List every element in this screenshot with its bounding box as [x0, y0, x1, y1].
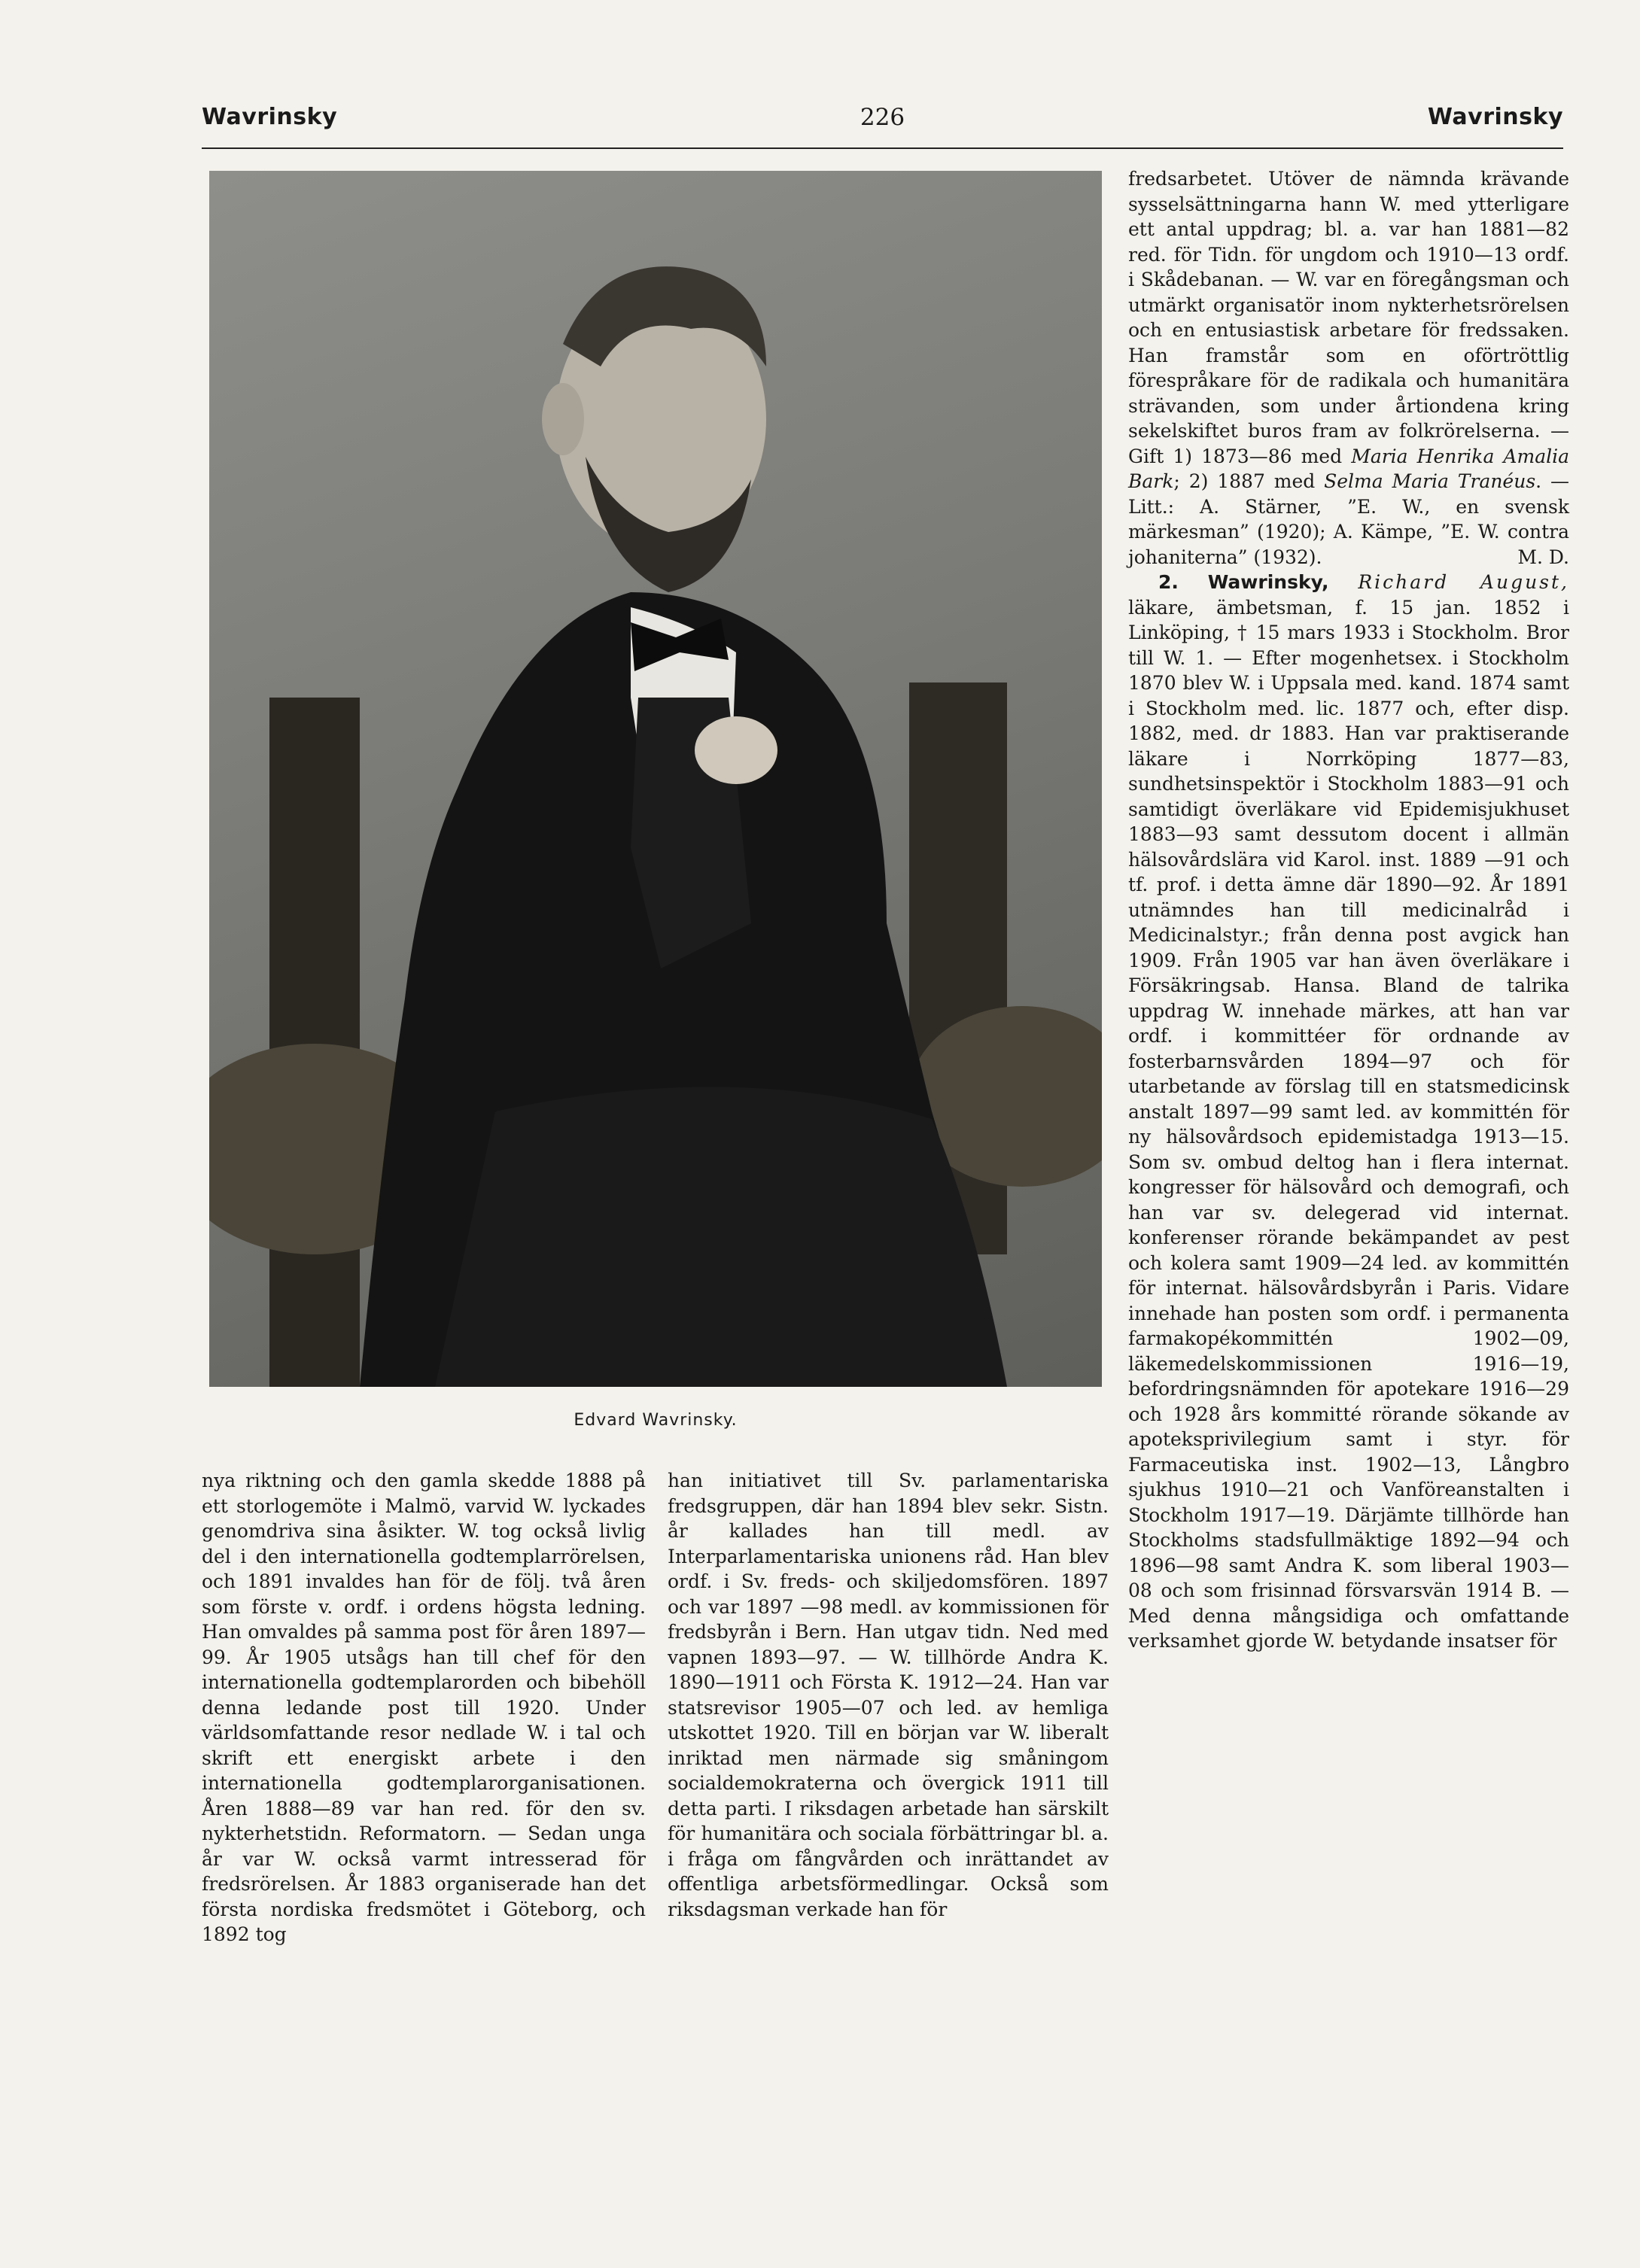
paragraph: han initiativet till Sv. parlamentariska fredsgruppen, där han 1894 blev sekr. Sistn. år kallades han till medl. av Interparlamentariska unionens råd. Han blev ordf. i Sv. freds- och skiljedomsfören. 1897 och var 1897 —98 medl. av kommissionen för fredsbyrån i Bern. Han utgav tidn. Ned med vapnen 1893—97. — W. tillhörde Andra K. 1890—1911 och Första K. 1912—24. Han var statsrevisor 1905—07 och led. av hemliga utskottet 1920. Till en början var W. liberalt inriktad men närmade sig småningom socialdemokraterna och övergick 1911 till detta parti. I riksdagen arbetade han särskilt för humanitära och sociala förbättringar bl. a. i fråga om fångvården och inrättandet av offentliga arbetsförmedlingar. Också som riksdagsman verkade han för [668, 1470, 1109, 1920]
paragraph-entry2 [1128, 570, 1569, 1654]
entry1-text-2: ; 2) 1887 med [1173, 470, 1316, 492]
page-header [202, 104, 1563, 141]
entry2-text: läkare, ämbetsman, f. 15 jan. 1852 i Linköping, † 15 mars 1933 i Stockholm. Bror till W. 1. — Efter mogenhetsex. i Stockholm 1870 blev W. i Uppsala med. kand. 1874 samt i Stockholm med. lic. 1877 och, efter disp. 1882, med. dr 1883. Han var praktiserande läkare i Norrköping 1877—83, sundhetsinspektör i Stockholm 1883—91 och samtidigt överläkare vid Epidemisjukhuset 1883—93 samt dessutom docent i allmän hälsovårdslära vid Karol. inst. 1889 —91 och tf. prof. i detta ämne där 1890—92. År 1891 utnämndes han till medicinalråd i Medicinalstyr.; från denna post avgick han 1909. Från 1905 var han även överläkare i Försäkringsab. Hansa. Bland de talrika uppdrag W. innehade märkes, att han var ordf. i kommittéer för ordnande av fosterbarnsvården 1894—97 och för utarbetande av förslag till en statsmedicinsk anstalt 1897—99 samt led. av kommittén för ny hälsovårdsoch epidemistadga 1913—15. Som sv. ombud deltog han i flera internat. kongresser för hälsovård och demografi, och han var sv. delegerad vid internat. konferenser rörande bekämpandet av pest och kolera samt 1909—24 led. av kommittén för internat. hälsovårdsbyrån i Paris. Vidare innehade han posten som ordf. i permanenta farmakopékommittén 1902—09, läkemedelskommissionen 1916—19, befordringsnämnden för apotekare 1916—29 och 1928 års kommitté rörande sökande av apoteksprivilegium samt i styr. för Farmaceutiska inst. 1902—13, Långbro sjukhus 1910—21 och Vanföreanstalten i Stockholm 1917—19. Därjämte tillhörde han Stockholms stadsfullmäktige 1892—94 och 1896—98 samt Andra K. som liberal 1903—08 och som frisinnad försvarsvän 1914 B. — Med denna mångsidiga och omfattande verksamhet gjorde W. betydande insatser för [1128, 596, 1569, 1652]
figure-caption: Edvard Wavrinsky. [574, 1411, 738, 1430]
text-column-left [202, 1468, 646, 1947]
entry2-given-names: Richard August, [1358, 571, 1570, 593]
entry2-surname: Wawrinsky, [1207, 571, 1329, 593]
ear [542, 383, 584, 455]
trousers [435, 1087, 1007, 1387]
text-column-right [1128, 166, 1569, 1654]
hand [695, 716, 777, 784]
page-number: 226 [860, 104, 905, 131]
entry2-number: 2. [1158, 571, 1179, 593]
header-rule [202, 147, 1563, 149]
text-column-middle [668, 1468, 1109, 1922]
entry1-literature: . — Litt.: A. Stärner, ”E. W., en svensk märkesman” (1920); A. Kämpe, ”E. W. contra johaniterna” (1932). [1128, 470, 1569, 568]
spouse-name-2: Selma Maria Tranéus [1324, 470, 1536, 492]
chair-post-left [269, 698, 360, 1387]
running-head-right: Wavrinsky [1427, 104, 1563, 130]
running-head-left: Wavrinsky [202, 104, 338, 130]
paragraph: nya riktning och den gamla skedde 1888 på ett storlogemöte i Malmö, varvid W. lyckades genomdriva sina åsikter. W. tog också livlig del i den internationella godtemplarrörelsen, och 1891 invaldes han för de följ. två åren som förste v. ordf. i ordens högsta ledning. Han omvaldes på samma post för åren 1897—99. År 1905 utsågs han till chef för den internationella godtemplarorden och bibehöll denna ledande post till 1920. Under världsomfattande resor nedlade W. i tal och skrift ett energiskt arbete i den internationella godtemplarorganisationen. Åren 1888—89 var han red. för den sv. nykterhetstidn. Reformatorn. — Sedan unga år var W. också varmt intresserad för fredsrörelsen. År 1883 organiserade han det första nordiska fredsmötet i Göteborg, och 1892 tog [202, 1470, 646, 1945]
entry1-text: fredsarbetet. Utöver de nämnda krävande sysselsättningarna hann W. med ytterligare ett antal uppdrag; bl. a. var han 1881—82 red. för Tidn. för ungdom och 1910—13 ordf. i Skådebanan. — W. var en föregångsman och utmärkt organisatör inom nykterhetsrörelsen och en entusiastisk arbetare för fredssaken. Han framstår som en oförtröttlig förespråkare för de radikala och humanitära strävanden, som under årtiondena kring sekelskiftet buros fram av folkrörelserna. — Gift 1) 1873—86 med [1128, 168, 1569, 467]
spouse-name-1: Maria Henrika Amalia Bark [1128, 445, 1569, 492]
portrait-photo [209, 171, 1102, 1387]
paragraph-entry1-continued [1128, 166, 1569, 570]
author-signature: M. D. [1517, 546, 1569, 568]
portrait-illustration [209, 171, 1102, 1387]
